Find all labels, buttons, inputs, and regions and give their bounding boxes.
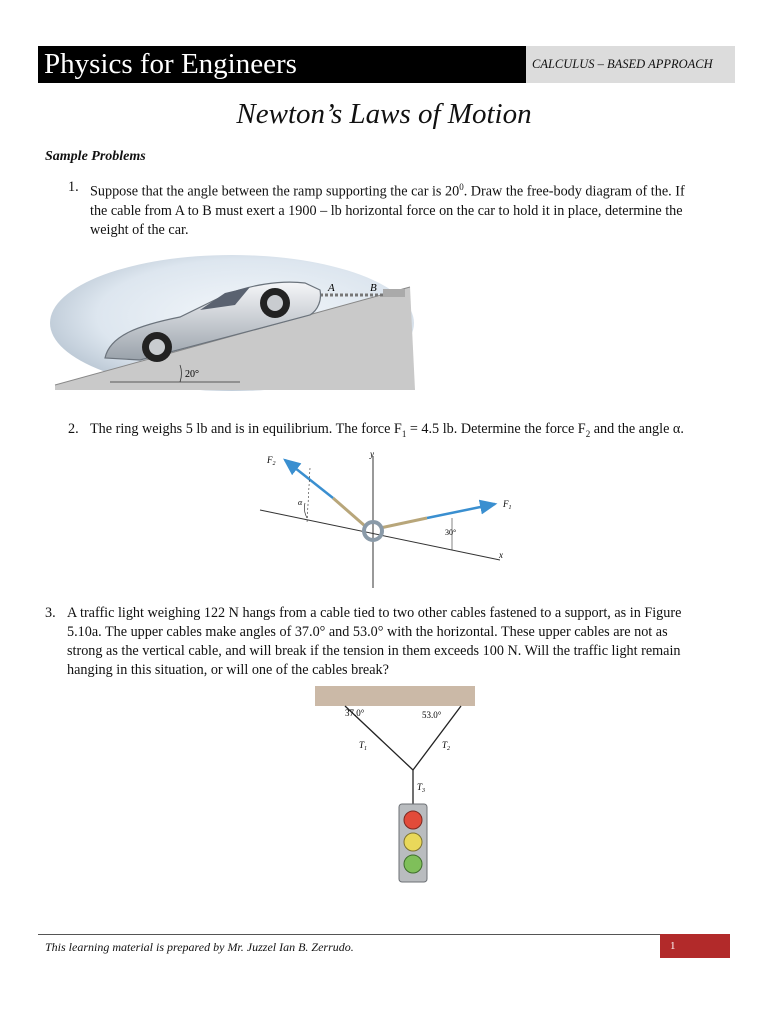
footer-divider [38,934,730,935]
x-axis-label: x [499,550,503,560]
problem-1-text [90,178,685,240]
problem-2-text-b: = 4.5 lb. Determine the force F [406,421,586,437]
angle-30-label: 30° [445,528,457,537]
problem-2-number: 2. [68,421,79,437]
problem-3-number: 3. [45,605,56,621]
problem-3-line4: hanging in this situation, or will one of the cables break? [67,662,389,678]
force-f2-arrow [285,460,333,498]
problem-2-text [90,420,684,444]
car-ramp-figure [50,255,420,395]
problem-1-line3: weight of the car. [90,221,189,238]
t2-label: $T_2$ [442,740,451,752]
angle-label: 20° [185,369,199,380]
problem-1-line1-sup: 0 [459,182,464,192]
force-f1-arrow [427,504,495,518]
problem-2 [68,420,738,440]
footer-text: This learning material is prepared by Mr. Juzzel Ian B. Zerrudo. [45,940,354,954]
problem-2-sub2: 2 [585,428,591,439]
label-a: A [328,282,335,294]
problem-1-number: 1. [68,179,79,195]
label-b: B [370,282,377,294]
angle-53-label: 53.0° [422,710,442,720]
alpha-arc [304,503,307,518]
section-heading: Sample Problems [45,149,146,164]
ring-force-figure [255,448,520,590]
traffic-light-figure [315,686,480,886]
rope-f2 [333,498,365,526]
problem-3-line3: strong as the vertical cable, and will break if the tension in them exceeds 100 N. Will the traffic light remain [67,643,681,659]
anchor-block [383,289,405,297]
header-title: Physics for Engineers [38,46,526,83]
page-header [38,46,735,83]
red-light [404,811,422,829]
document-title: Newton’s Laws of Motion [236,98,532,130]
problem-2-text-a: The ring weighs 5 lb and is in equilibrium. The force F [90,421,402,437]
support-beam [315,686,475,706]
problem-1-line2: the cable from A to B must exert a 1900 – lb horizontal force on the car to hold it in place, determine the [90,202,683,219]
f1-label: $F_1$ [503,499,512,511]
problem-1 [68,178,728,238]
angle-37-label: 37.0° [345,708,365,718]
f2-label: $F_2$ [267,455,276,467]
t1-label: $T_1$ [359,740,368,752]
green-light [404,855,422,873]
problem-3-line2: 5.10a. The upper cables make angles of 37.0° and 53.0° with the horizontal. These upper cables are not as [67,624,668,640]
problem-2-sub1: 1 [401,428,407,439]
problem-3 [45,604,735,682]
problem-1-line1-b: . Draw the free-body diagram of the. If [463,183,685,200]
problem-3-line1: A traffic light weighing 122 N hangs from a cable tied to two other cables fastened to a support, as in Figure [67,605,682,621]
alpha-label: α [298,498,303,507]
problem-3-text [67,604,681,680]
problem-2-text-c: and the angle α. [590,421,684,437]
y-axis-label: y [370,449,374,459]
t3-label: $T_3$ [417,782,426,794]
yellow-light [404,833,422,851]
problem-1-line1-a: Suppose that the angle between the ramp supporting the car is 20 [90,183,460,200]
rope-f1 [380,518,427,528]
header-subtitle: CALCULUS – BASED APPROACH [526,46,735,83]
page-number: 1 [660,934,730,958]
